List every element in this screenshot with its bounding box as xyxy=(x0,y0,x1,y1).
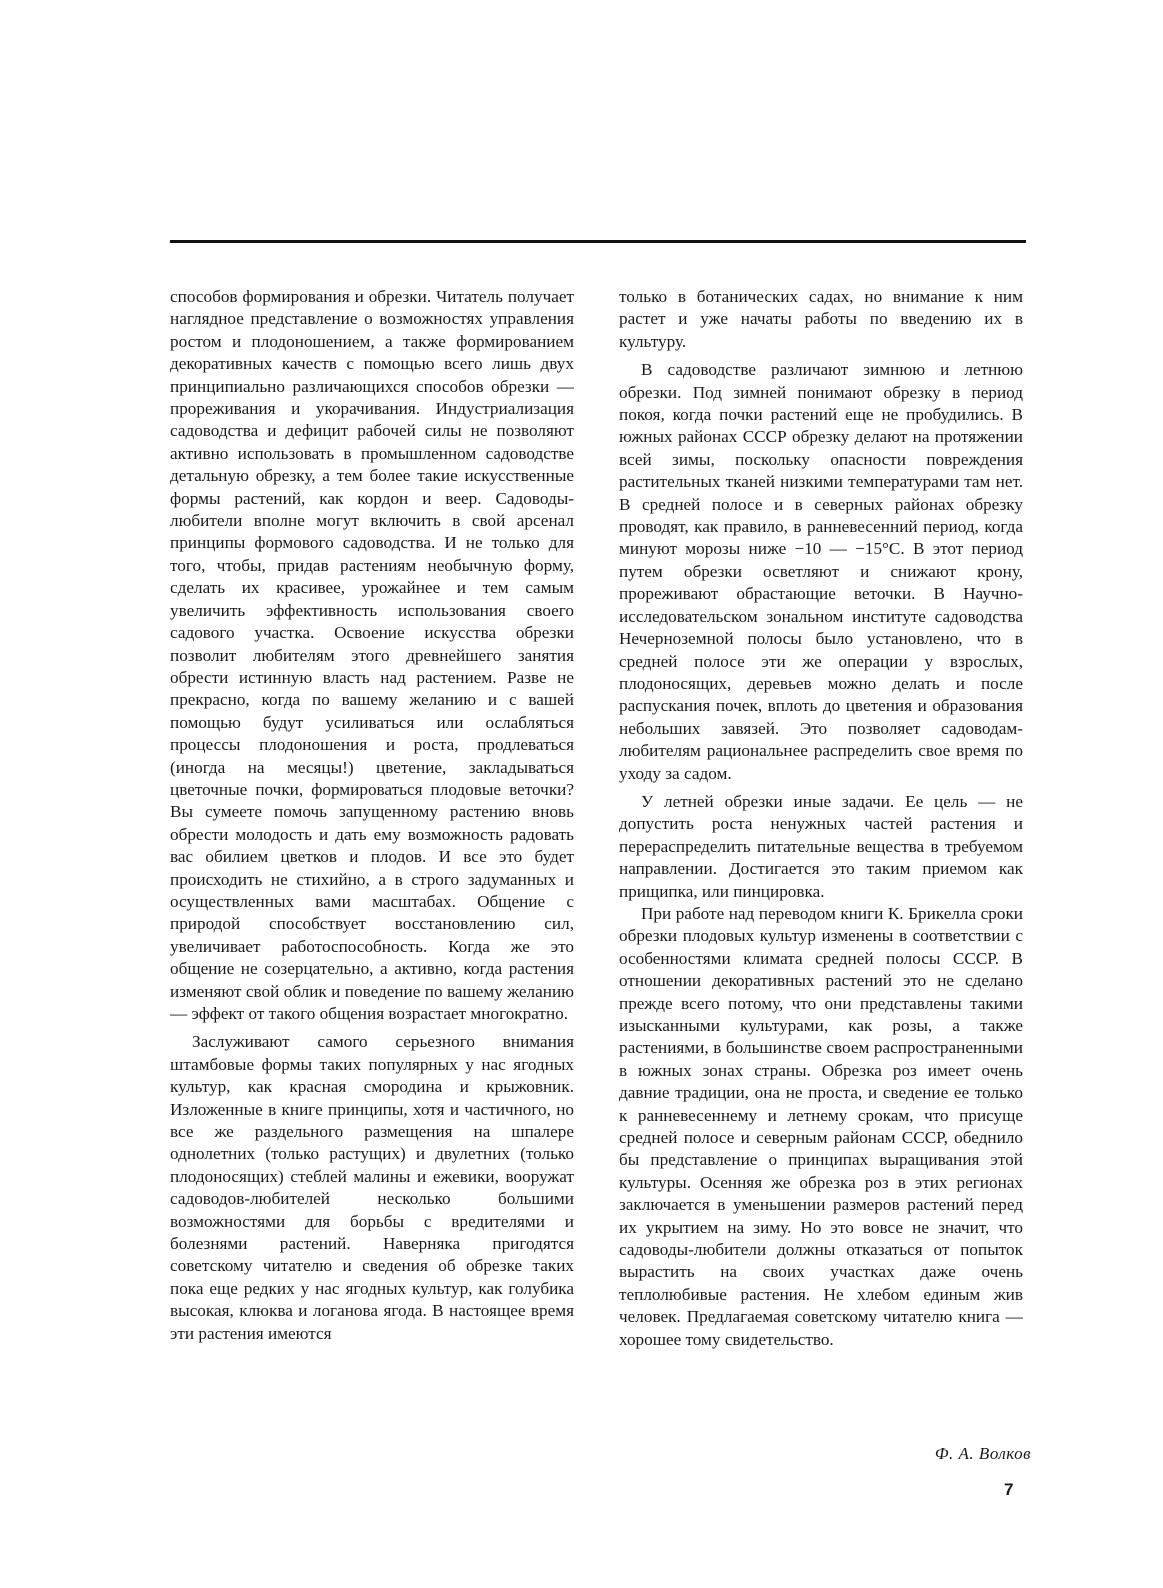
paragraph: только в ботанических садах, но внимание к ним растет и уже начаты работы по введению их в культуру. xyxy=(619,287,1023,351)
paragraph: В садоводстве различают зимнюю и летнюю обрезки. Под зимней понимают обрезку в период покоя, когда почки растений еще не пробудились. В южных районах СССР обрезку делают на протяжении всей зимы, поскольку опасности повреждения растительных тканей низкими температурами там нет. В средней полосе и в северных районах обрезку проводят, как правило, в ранневесенний период, когда минуют морозы ниже −10 — −15°С. В этот период путем обрезки осветляют и снижают крону, прореживают обрастающие веточки. В Научно-исследовательском зональном институте садоводства Нечерноземной полосы было установлено, что в средней полосе эти же операции у взрослых, плодоносящих, деревьев можно делать и после распускания почек, вплоть до цветения и образования небольших завязей. Это позволяет садоводам-любителям рациональнее распределить свое время по уходу за садом. xyxy=(619,360,1023,783)
paragraph: При работе над переводом книги К. Брикелла сроки обрезки плодовых культур изменены в соответствии с особенностями климата средней полосы СССР. В отношении декоративных растений это не сделано прежде всего потому, что они представлены такими изысканными культурами, как розы, а также растениями, в большинстве своем распространенными в южных зонах страны. Обрезка роз имеет очень давние традиции, она не проста, и сведение ее только к ранневесеннему и летнему срокам, что присуще средней полосе и северным районам СССР, обеднило бы представление о принципах выращивания этой культуры. Осенняя же обрезка роз в этих регионах заключается в уменьшении размеров растений перед их укрытием на зиму. Но это вовсе не значит, что садоводы-любители должны отказаться от попыток вырастить на своих участках даже очень теплолюбивые растения. Не хлебом единым жив человек. Предлагаемая советскому читателю книга — хорошее тому свидетельство. xyxy=(619,903,1023,1349)
page-number: 7 xyxy=(1004,1480,1014,1499)
paragraph: способов формирования и обрезки. Читатель получает наглядное представление о возможностях управления ростом и плодоношением, а также формированием декоративных качеств с помощью всего лишь двух принципиально различающихся способов обрезки — прореживания и укорачивания. Индустриализация садоводства и дефицит рабочей силы не позволяют активно использовать в промышленном садоводстве детальную обрезку, а тем более такие искусственные формы растений, как кордон и веер. Садоводы-любители вполне могут включить в свой арсенал принципы формового садоводства. И не только для того, чтобы, придав растениям необычную форму, сделать их красивее, урожайнее и тем самым увеличить эффективность использования своего садового участка. Освоение искусства обрезки позволит любителям этого древнейшего занятия обрести истинную власть над растением. Разве не прекрасно, когда по вашему желанию и с вашей помощью будут усиливаться или ослабляться процессы плодоношения и роста, продлеваться (иногда на месяцы!) цветение, закладываться цветочные почки, формироваться плодовые веточки? Вы сумеете помочь запущенному растению вновь обрести молодость и дать ему возможность радовать вас обилием цветков и плодов. И все это будет происходить не стихийно, а в строго задуманных и осуществленных вами масштабах. Общение с природой способствует восстановлению сил, увеличивает работоспособность. Когда же это общение не созерцательно, а активно, когда растения изменяют свой облик и поведение по вашему желанию — эффект от такого общения возрастает многократно. xyxy=(170,287,574,1023)
text-column-right xyxy=(619,286,1023,1351)
text-column-left xyxy=(170,286,574,1345)
author-signature: Ф. А. Волков xyxy=(934,1444,1031,1463)
paragraph: У летней обрезки иные задачи. Ее цель — не допустить роста ненужных частей растения и перераспределить питательные вещества в требуемом направлении. Достигается это таким приемом как прищипка, или пинцировка. xyxy=(619,791,1023,901)
top-rule xyxy=(170,240,1026,243)
paragraph: Заслуживают самого серьезного внимания штамбовые формы таких популярных у нас ягодных культур, как красная смородина и крыжовник. Изложенные в книге принципы, хотя и частичного, но все же раздельного размещения на шпалере однолетних (только растущих) и двулетних (только плодоносящих) стеблей малины и ежевики, вооружат садоводов-любителей несколько большими возможностями для борьбы с вредителями и болезнями растений. Наверняка пригодятся советскому читателю и сведения об обрезке таких пока еще редких у нас ягодных культур, как голубика высокая, клюква и логанова ягода. В настоящее время эти растения имеются xyxy=(170,1032,574,1343)
